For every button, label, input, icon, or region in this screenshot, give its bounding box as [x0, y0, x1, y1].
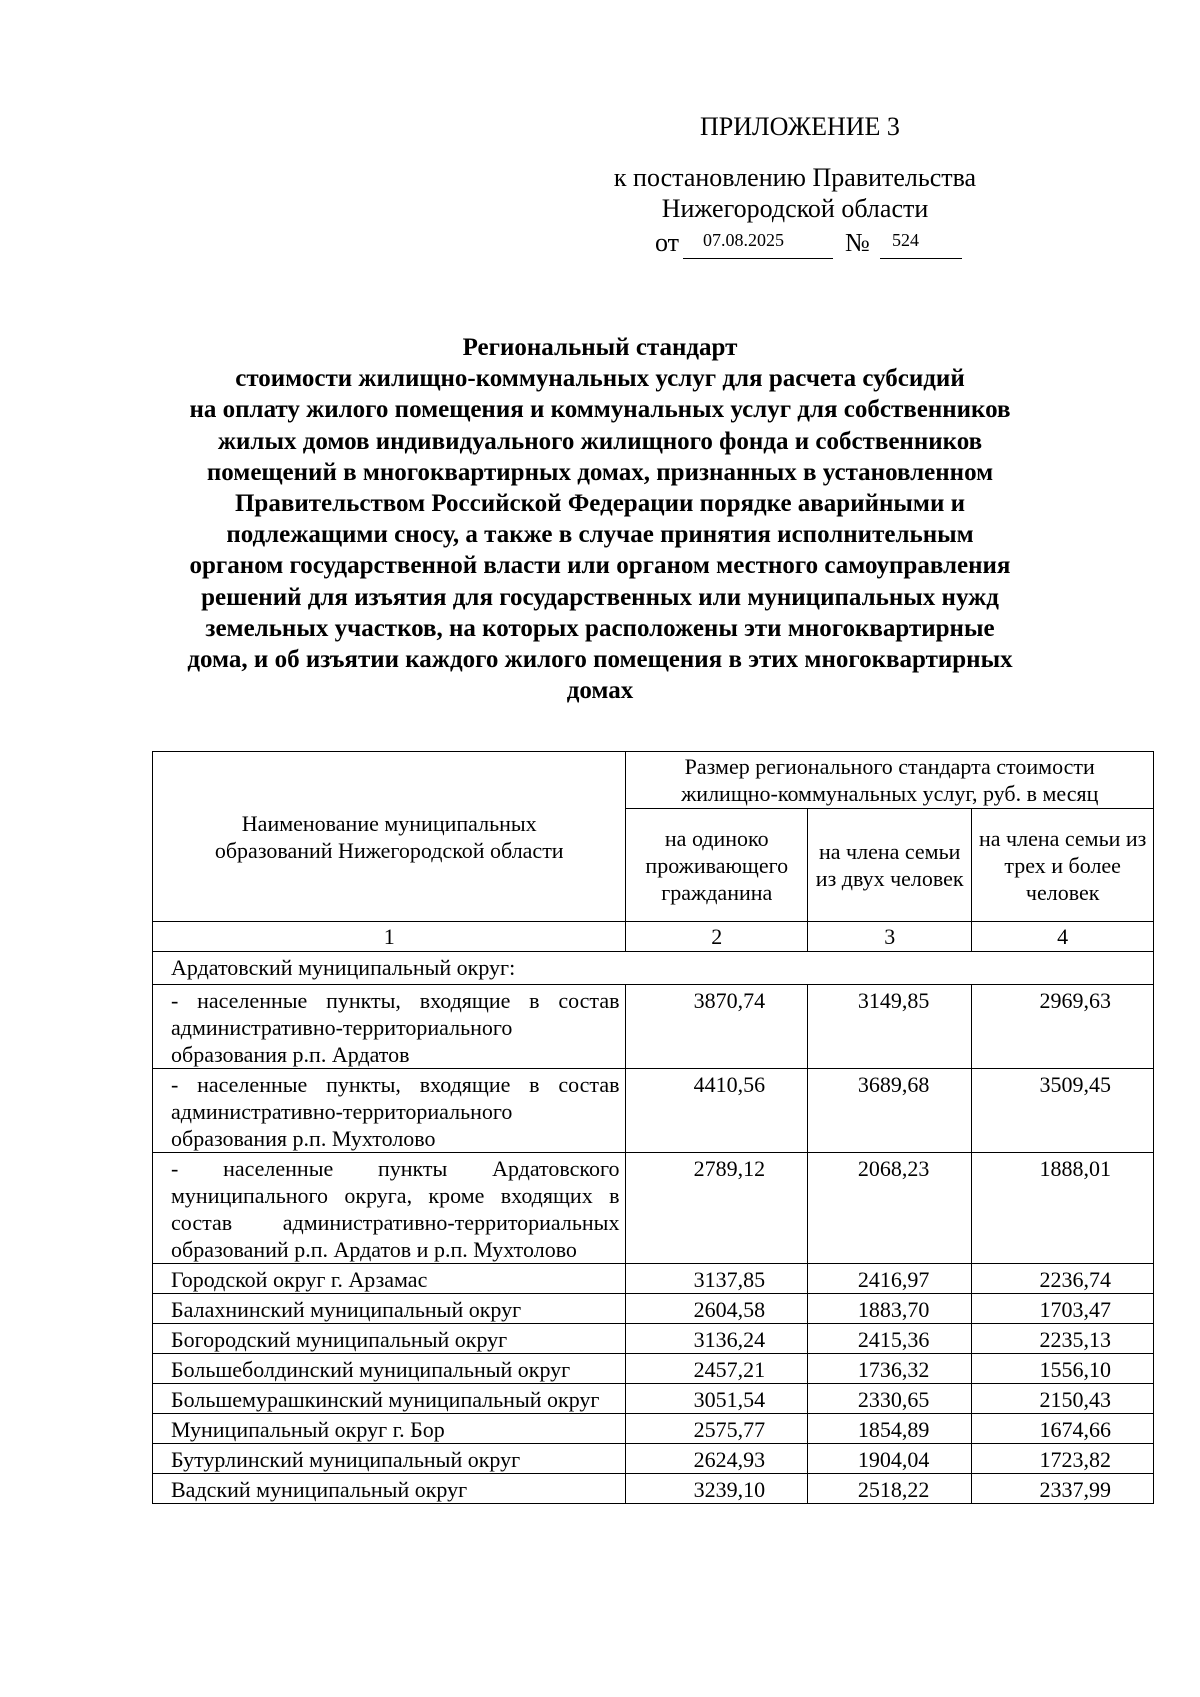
row-name: Балахнинский муниципальный округ: [153, 1294, 626, 1324]
row-name: Бутурлинский муниципальный округ: [153, 1444, 626, 1474]
header-three-plus-family: на члена семьи из трех и более человек: [972, 809, 1154, 922]
column-number-2: 2: [626, 922, 808, 952]
column-number-1: 1: [153, 922, 626, 952]
row-name: Городской округ г. Арзамас: [153, 1264, 626, 1294]
table-row: [153, 1069, 1154, 1153]
decree-number: 524: [892, 230, 919, 250]
row-value-three-plus: 2337,99: [972, 1474, 1154, 1504]
title-line: дома, и об изъятии каждого жилого помещения в этих многоквартирных: [187, 646, 1013, 674]
title-line: органом государственной власти или органом местного самоуправления: [189, 552, 1011, 580]
title-line: Правительством Российской Федерации порядке аварийными и: [234, 490, 966, 518]
row-value-single: 2624,93: [626, 1444, 808, 1474]
title-line: Региональный стандарт: [462, 334, 738, 361]
decree-date-number: [655, 228, 1035, 260]
decree-number-sign: №: [845, 228, 870, 257]
header-group-column: Размер регионального стандарта стоимости жилищно-коммунальных услуг, руб. в месяц: [626, 752, 1154, 809]
group-row-label: Ардатовский муниципальный округ:: [153, 952, 1154, 985]
table-row: [153, 1414, 1154, 1444]
table-row: [153, 1153, 1154, 1264]
row-value-two: 2518,22: [808, 1474, 972, 1504]
document-title: [150, 332, 1050, 706]
row-value-single: 3137,85: [626, 1264, 808, 1294]
row-value-single: 2575,77: [626, 1414, 808, 1444]
table-row: [153, 985, 1154, 1069]
row-value-single: 2604,58: [626, 1294, 808, 1324]
row-value-two: 2415,36: [808, 1324, 972, 1354]
row-value-three-plus: 1888,01: [972, 1153, 1154, 1264]
row-value-three-plus: 2969,63: [972, 985, 1154, 1069]
decree-line-2: Нижегородской области: [661, 194, 929, 223]
row-value-three-plus: 1703,47: [972, 1294, 1154, 1324]
table-row: [153, 1294, 1154, 1324]
table-row: [153, 1324, 1154, 1354]
row-value-single: 3239,10: [626, 1474, 808, 1504]
row-value-two: 1883,70: [808, 1294, 972, 1324]
table-row: [153, 1474, 1154, 1504]
row-name: - населенные пункты, входящие в состав административно-территориального образования р.п. Ардатов: [153, 985, 626, 1069]
row-value-two: 1904,04: [808, 1444, 972, 1474]
row-value-single: 4410,56: [626, 1069, 808, 1153]
row-name: Большеболдинский муниципальный округ: [153, 1354, 626, 1384]
row-name: Богородский муниципальный округ: [153, 1324, 626, 1354]
title-line: стоимости жилищно-коммунальных услуг для расчета субсидий: [235, 365, 965, 393]
title-line: земельных участков, на которых расположены эти многоквартирные: [205, 614, 995, 642]
row-value-two: 2068,23: [808, 1153, 972, 1264]
header-single-citizen: на одиноко проживающего гражданина: [626, 809, 808, 922]
header-name-column: Наименование муниципальных образований Нижегородской области: [153, 752, 626, 922]
standard-table: [152, 751, 1154, 1504]
row-value-two: 1854,89: [808, 1414, 972, 1444]
title-line: домах: [566, 677, 634, 705]
row-value-three-plus: 2235,13: [972, 1324, 1154, 1354]
table-row: [153, 1444, 1154, 1474]
row-value-two: 1736,32: [808, 1354, 972, 1384]
row-value-three-plus: 1556,10: [972, 1354, 1154, 1384]
row-name: - населенные пункты Ардатовского муниципального округа, кроме входящих в состав административно-территориальных образований р.п. Ардатов и р.п. Мухтолово: [153, 1153, 626, 1264]
title-line: подлежащими сносу, а также в случае принятия исполнительным: [226, 521, 974, 549]
row-value-three-plus: 2150,43: [972, 1384, 1154, 1414]
table-row: [153, 1354, 1154, 1384]
row-value-single: 2457,21: [626, 1354, 808, 1384]
row-value-single: 3051,54: [626, 1384, 808, 1414]
row-name: Большемурашкинский муниципальный округ: [153, 1384, 626, 1414]
decree-reference: [560, 162, 1030, 224]
decree-line-1: к постановлению Правительства: [613, 163, 977, 192]
title-line: решений для изъятия для государственных или муниципальных нужд: [201, 583, 999, 611]
decree-number-field: [880, 228, 962, 259]
column-number-4: 4: [972, 922, 1154, 952]
row-value-two: 3689,68: [808, 1069, 972, 1153]
decree-date-field: [683, 228, 833, 259]
column-number-3: 3: [808, 922, 972, 952]
row-value-two: 2330,65: [808, 1384, 972, 1414]
table-column-numbers: [153, 922, 1154, 952]
row-value-three-plus: 3509,45: [972, 1069, 1154, 1153]
row-value-single: 3136,24: [626, 1324, 808, 1354]
row-value-three-plus: 1723,82: [972, 1444, 1154, 1474]
row-value-single: 3870,74: [626, 985, 808, 1069]
appendix-label: ПРИЛОЖЕНИЕ 3: [700, 112, 900, 141]
table-group-row: [153, 952, 1154, 985]
header-two-person-family: на члена семьи из двух человек: [808, 809, 972, 922]
row-name: Муниципальный округ г. Бор: [153, 1414, 626, 1444]
row-value-two: 2416,97: [808, 1264, 972, 1294]
title-line: помещений в многоквартирных домах, признанных в установленном: [206, 458, 994, 486]
row-value-single: 2789,12: [626, 1153, 808, 1264]
table-row: [153, 1384, 1154, 1414]
row-name: - населенные пункты, входящие в состав административно-территориального образования р.п. Мухтолово: [153, 1069, 626, 1153]
row-name: Вадский муниципальный округ: [153, 1474, 626, 1504]
row-value-three-plus: 1674,66: [972, 1414, 1154, 1444]
table-row: [153, 1264, 1154, 1294]
decree-date: 07.08.2025: [703, 230, 784, 250]
table-header-row-1: [153, 752, 1154, 809]
decree-ot-label: от: [655, 228, 680, 257]
title-line: жилых домов индивидуального жилищного фонда и собственников: [217, 427, 983, 455]
row-value-three-plus: 2236,74: [972, 1264, 1154, 1294]
row-value-two: 3149,85: [808, 985, 972, 1069]
title-line: на оплату жилого помещения и коммунальных услуг для собственников: [189, 396, 1011, 424]
